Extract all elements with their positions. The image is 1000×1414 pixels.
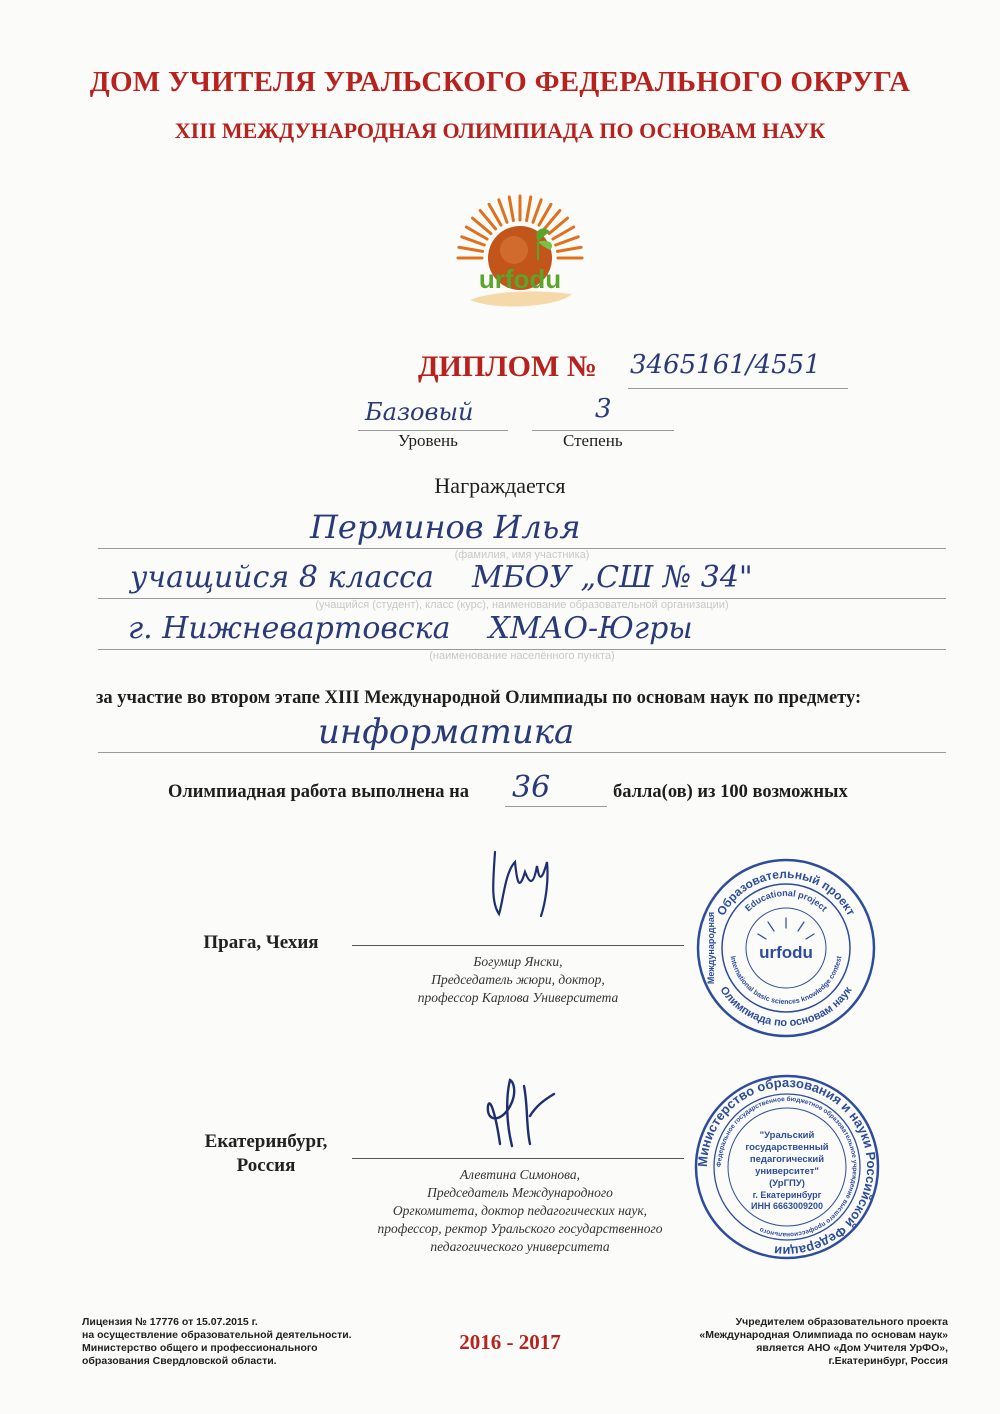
stamp-2-center-2: государственный <box>745 1142 829 1153</box>
signature-2-position-3: профессор, ректор Уральского государственного <box>377 1221 663 1236</box>
footer-founder <box>640 1316 948 1368</box>
diploma-number: 3465161/4551 <box>630 350 821 380</box>
stamp-1-center-text: urfodu <box>759 943 813 962</box>
score-prefix: Олимпиадная работа выполнена на <box>168 782 470 802</box>
stamp-1-left-arc: Международная <box>706 911 716 985</box>
awarded-label: Награждается <box>434 473 566 498</box>
signature-2-country: Россия <box>236 1155 296 1176</box>
level-label: Уровень <box>398 431 458 450</box>
stamp-2-center-6: г. Екатеринбург <box>752 1190 822 1200</box>
name-hint: (фамилия, имя участника) <box>454 549 590 561</box>
logo-ray <box>533 200 541 223</box>
signature-1-line <box>352 945 684 946</box>
signature-2-position-4: педагогического университета <box>430 1239 610 1254</box>
signature-2-position-1: Председатель Международного <box>427 1185 613 1200</box>
signature-2-position-2: Оргкомитета, доктор педагогических наук, <box>392 1203 648 1218</box>
score-line <box>505 806 607 807</box>
participation-text: за участие во втором этапе XIII Международной Олимпиады по основам наук по предмету: <box>96 688 862 708</box>
stamp-1-inner-top: Educational project <box>742 887 830 914</box>
logo-ray <box>499 200 507 223</box>
stamp-2-center-4: университет" <box>755 1166 819 1177</box>
signature-2-line <box>352 1158 684 1159</box>
stamp-2-center-7: ИНН 6663009200 <box>750 1201 824 1211</box>
stamp-1-bottom-arc: Олимпиада по основам наук <box>717 984 855 1030</box>
signature-2-mark <box>470 1066 570 1161</box>
academic-years: 2016 - 2017 <box>459 1330 561 1354</box>
logo-ray <box>459 247 483 251</box>
org-title: ДОМ УЧИТЕЛЯ УРАЛЬСКОГО ФЕДЕРАЛЬНОГО ОКРУГА <box>89 66 911 98</box>
license-line-4: образования Свердловской области. <box>82 1355 277 1367</box>
participant-name: Перминов Илья <box>310 508 581 546</box>
urfodu-logo <box>440 190 600 320</box>
stamp-2-center-5: (УрГПУ) <box>769 1178 805 1189</box>
subject-line <box>98 752 946 753</box>
stamp-2-outer-text: Министерство образования и науки Российской Федерации <box>694 1074 880 1260</box>
city-hint: (наименование населённого пункта) <box>429 650 615 662</box>
stamp-1-inner-bottom: International basic sciences knowledge contest <box>728 955 844 1007</box>
score-suffix: балла(ов) из 100 возможных <box>613 782 848 802</box>
level-value: Базовый <box>365 398 474 426</box>
stamp-educational-project <box>694 856 878 1040</box>
founder-line-1: Учредителем образовательного проекта <box>735 1316 948 1328</box>
degree-value: 3 <box>595 394 612 424</box>
license-line-3: Министерство общего и профессионального <box>82 1342 318 1354</box>
school-hint: (учащийся (студент), класс (курс), наименование образовательной организации) <box>315 599 729 611</box>
participant-school: учащийся 8 класса МБОУ „СШ № 34" <box>130 560 753 595</box>
stamp-2-center-3: педагогический <box>749 1154 825 1165</box>
founder-line-2: «Международная Олимпиада по основам наук» <box>699 1329 948 1341</box>
signature-1-name: Богумир Янски, <box>473 954 563 969</box>
subject: информатика <box>318 712 575 752</box>
license-line-1: Лицензия № 17776 от 15.07.2015 г. <box>82 1316 258 1328</box>
logo-ray <box>556 237 579 245</box>
logo-ray <box>527 197 531 221</box>
logo-ray <box>509 197 513 221</box>
diploma-title: ДИПЛОМ № <box>418 350 597 383</box>
stamp-2-center-1: "Уральский <box>759 1130 815 1141</box>
logo-ray <box>557 247 581 251</box>
license-line-2: на осуществление образовательной деятельности. <box>82 1329 352 1341</box>
signature-2-city: Екатеринбург, <box>204 1131 328 1152</box>
participant-city: г. Нижневартовска ХМАО-Югры <box>128 611 693 646</box>
logo-text: urfodu <box>478 264 562 294</box>
diploma-number-line <box>628 388 848 389</box>
stamp-2-inner-text: Федеральное государственное бюджетное образовательное учреждение высшего профессионального <box>715 1095 859 1239</box>
signature-1-mark <box>475 842 565 927</box>
stamp-ministry <box>692 1072 882 1262</box>
footer-license <box>82 1316 402 1368</box>
olympiad-title: XIII МЕЖДУНАРОДНАЯ ОЛИМПИАДА ПО ОСНОВАМ НАУК <box>174 118 826 143</box>
founder-line-4: г.Екатеринбург, Россия <box>828 1355 948 1367</box>
score-value: 36 <box>512 770 551 805</box>
founder-line-3: является АНО «Дом Учителя УрФО», <box>756 1342 948 1354</box>
signature-1-position: Председатель жюри, доктор, <box>431 972 605 987</box>
stamp-1-outer-top: Образовательный проект <box>713 866 859 918</box>
signature-2-name: Алевтина Симонова, <box>459 1167 581 1182</box>
signature-1-position-2: профессор Карлова Университета <box>417 990 619 1005</box>
degree-label: Степень <box>563 431 623 450</box>
logo-ray <box>462 237 485 245</box>
signature-1-city: Прага, Чехия <box>203 932 319 953</box>
